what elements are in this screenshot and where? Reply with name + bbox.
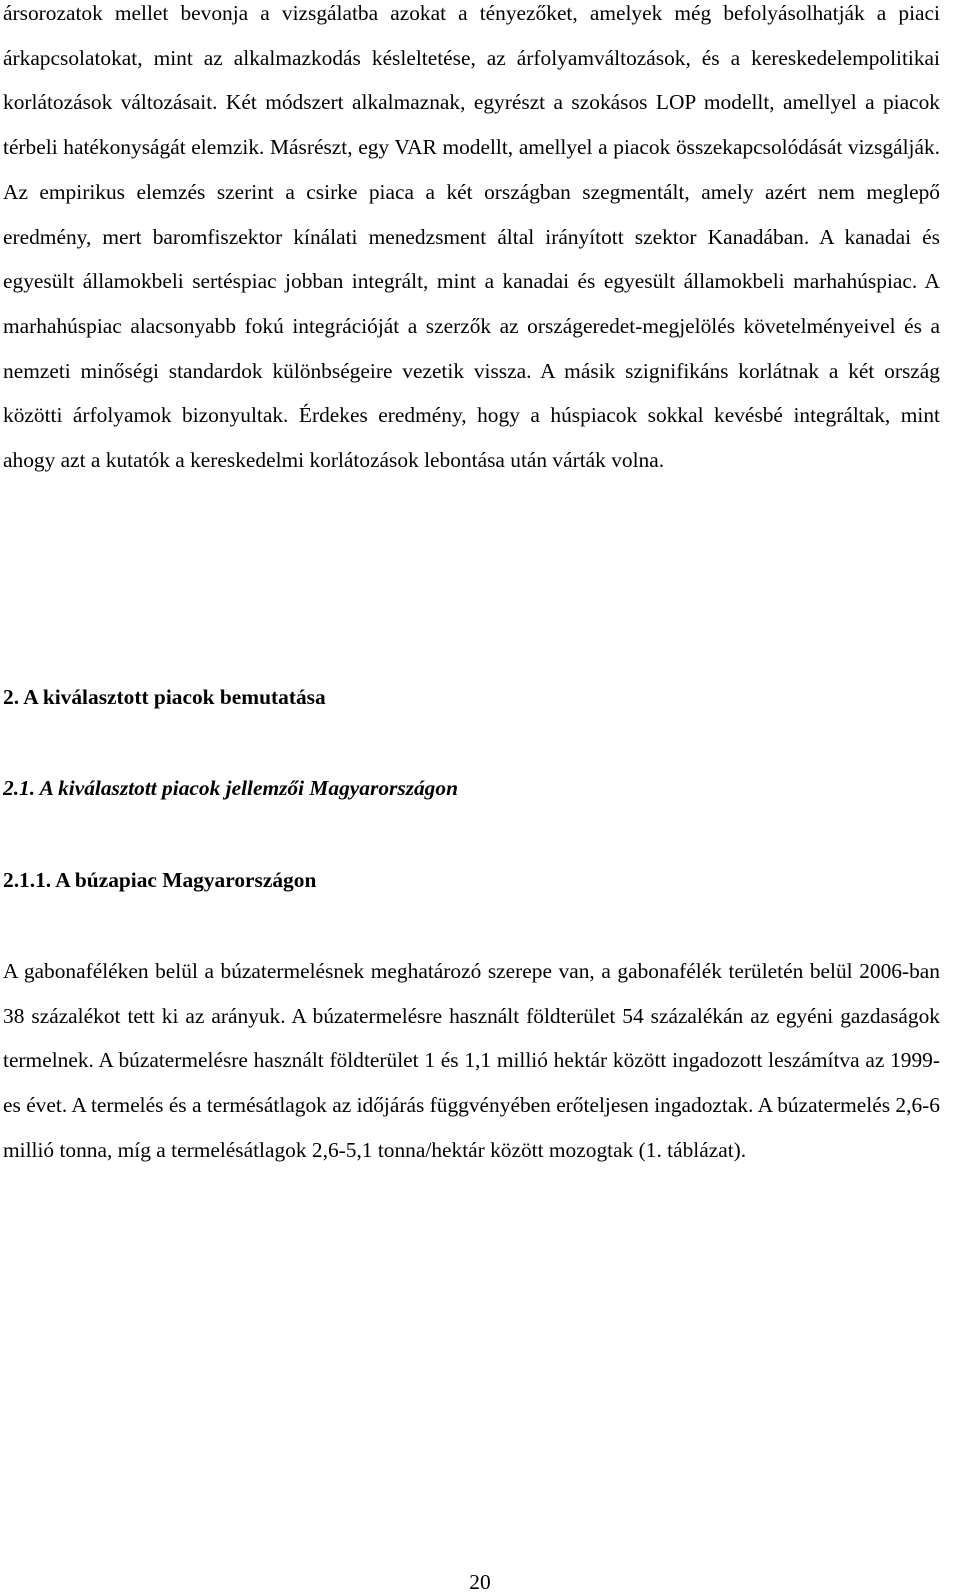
page-number (0, 1568, 960, 1596)
section-heading: 2. A kiválasztott piacok bemutatása (3, 685, 326, 709)
subsection-heading: 2.1. A kiválasztott piacok jellemzői Magyarországon (3, 776, 458, 800)
page-number-text: 20 (469, 1570, 491, 1594)
body-paragraph-wheat-market: A gabonaféléken belül a búzatermelésnek meghatározó szerepe van, a gabonafélék területén belül 2006-ban 38 százalékot tett ki az arányuk. A búzatermelésre használt földterület 54 százalékán az egyéni gazdaságok termelnek. A búzatermelésre használt földterület 1 és 1,1 millió hektár között ingadozott leszámítva az 1999-es évet. A termelés és a termésátlagok az időjárás függvényében erőteljesen ingadoztak. A búzatermelés 2,6-6 millió tonna, míg a termelésátlagok 2,6-5,1 tonna/hektár között mozogtak (1. táblázat). (3, 959, 940, 1162)
subsubsection-heading: 2.1.1. A búzapiac Magyarországon (3, 868, 317, 892)
body-paragraph-market-integration: ársorozatok mellet bevonja a vizsgálatba azokat a tényezőket, amelyek még befolyásolhatják a piaci árkapcsolatokat, mint az alkalmazkodás késleltetése, az árfolyamváltozások, és a kereskedelempolitikai korlátozások változásait. Két módszert alkalmaznak, egyrészt a szokásos LOP modellt, amellyel a piacok térbeli hatékonyságát elemzik. Másrészt, egy VAR modellt, amellyel a piacok összekapcsolódását vizsgálják. Az empirikus elemzés szerint a csirke piaca a két országban szegmentált, amely azért nem meglepő eredmény, mert baromfiszektor kínálati menedzsment által irányított szektor Kanadában. A kanadai és egyesült államokbeli sertéspiac jobban integrált, mint a kanadai és egyesült államokbeli marhahúspiac. A marhahúspiac alacsonyabb fokú integrációját a szerzők az országeredet-megjelölés követelményeivel és a nemzeti minőségi standardok különbségeire vezetik vissza. A másik szignifikáns korlátnak a két ország közötti árfolyamok bizonyultak. Érdekes eredmény, hogy a húspiacok sokkal kevésbé integráltak, mint ahogy azt a kutatók a kereskedelmi korlátozások lebontása után várták volna. (3, 1, 940, 473)
